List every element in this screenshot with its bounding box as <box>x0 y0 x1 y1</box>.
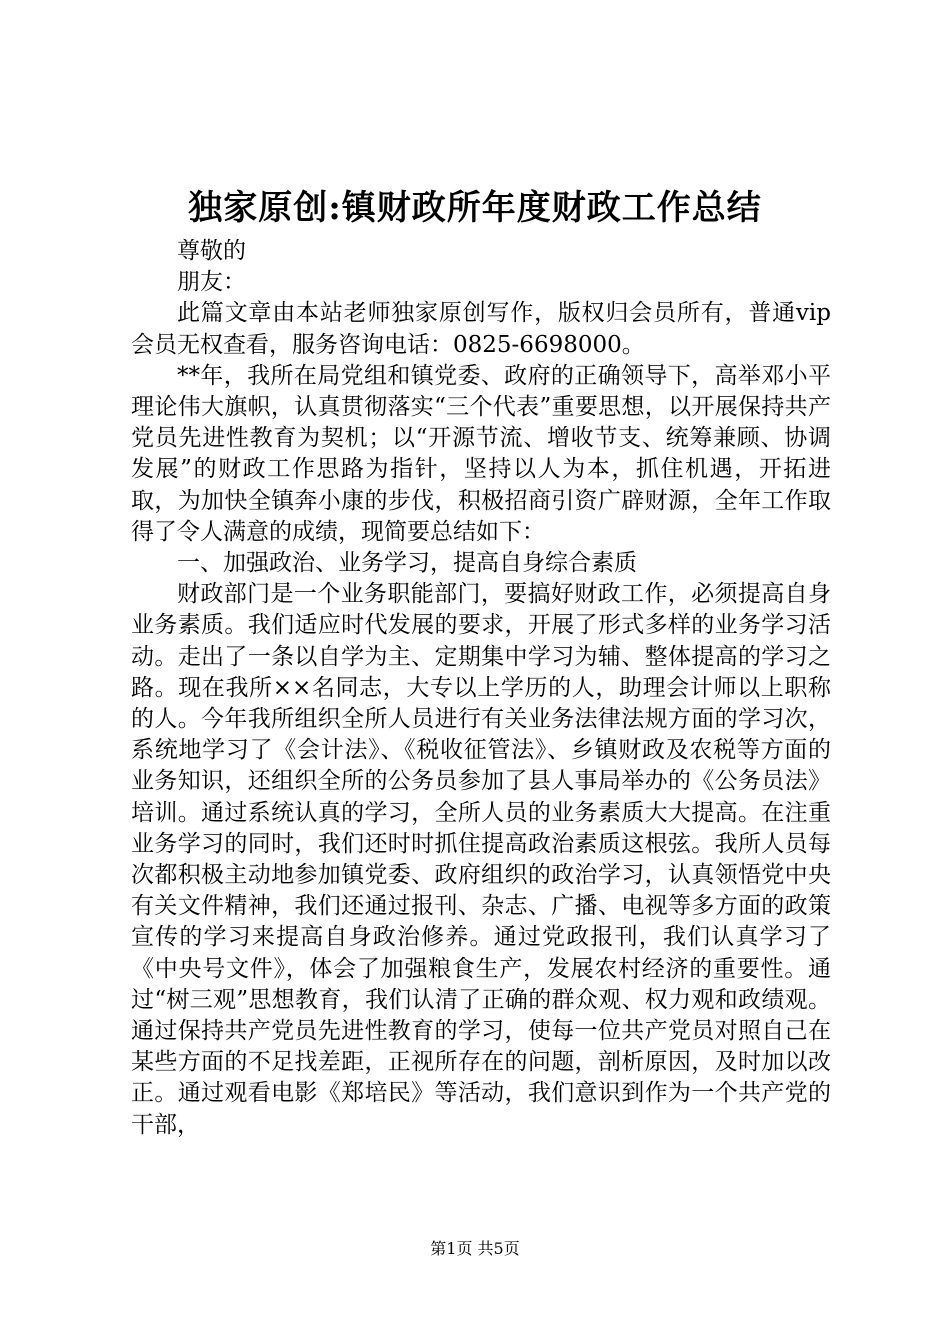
paragraph-copyright-notice: 此篇文章由本站老师独家原创写作，版权归会员所有，普通vip会员无权查看，服务咨询电话：0825-6698000。 <box>131 300 831 358</box>
document-title: 独家原创:镇财政所年度财政工作总结 <box>188 188 762 228</box>
salutation-line-1: 尊敬的 <box>177 238 246 264</box>
document-body <box>131 236 831 1141</box>
section-heading-1: 一、加强政治、业务学习，提高自身综合素质 <box>177 550 637 577</box>
paragraph-intro: **年，我所在局党组和镇党委、政府的正确领导下，高举邓小平理论伟大旗帜，认真贯彻落实“三个代表”重要思想，以开展保持共产党员先进性教育为契机；以“开源节流、增收节支、统筹兼顾、协调发展”的财政工作思路为指针，坚持以人为本，抓住机遇，开拓进取，为加快全镇奔小康的步伐，积极招商引资广辟财源，全年工作取得了令人满意的成绩，现简要总结如下： <box>131 362 831 545</box>
paragraph-section-1: 财政部门是一个业务职能部门，要搞好财政工作，必须提高自身业务素质。我们适应时代发展的要求，开展了形式多样的业务学习活动。走出了一条以自学为主、定期集中学习为辅、整体提高的学习之路。现在我所××名同志，大专以上学历的人，助理会计师以上职称的人。今年我所组织全所人员进行有关业务法律法规方面的学习次，系统地学习了《会计法》、《税收征管法》、乡镇财政及农税等方面的业务知识，还组织全所的公务员参加了县人事局举办的《公务员法》培训。通过系统认真的学习，全所人员的业务素质大大提高。在注重业务学习的同时，我们还时时抓住提高政治素质这根弦。我所人员每次都积极主动地参加镇党委、政府组织的政治学习，认真领悟党中央有关文件精神，我们还通过报刊、杂志、广播、电视等多方面的政策宣传的学习来提高自身政治修养。通过党政报刊，我们认真学习了《中央号文件》，体会了加强粮食生产，发展农村经济的重要性。通过“树三观”思想教育，我们认清了正确的群众观、权力观和政绩观。通过保持共产党员先进性教育的学习，使每一位共产党员对照自己在某些方面的不足找差距，正视所存在的问题，剖析原因，及时加以改正。通过观看电影《郑培民》等活动，我们意识到作为一个共产党的干部， <box>131 581 831 1138</box>
page-number-footer: 第1页 共5页 <box>430 1239 520 1258</box>
salutation-line-2: 朋友： <box>177 269 246 296</box>
